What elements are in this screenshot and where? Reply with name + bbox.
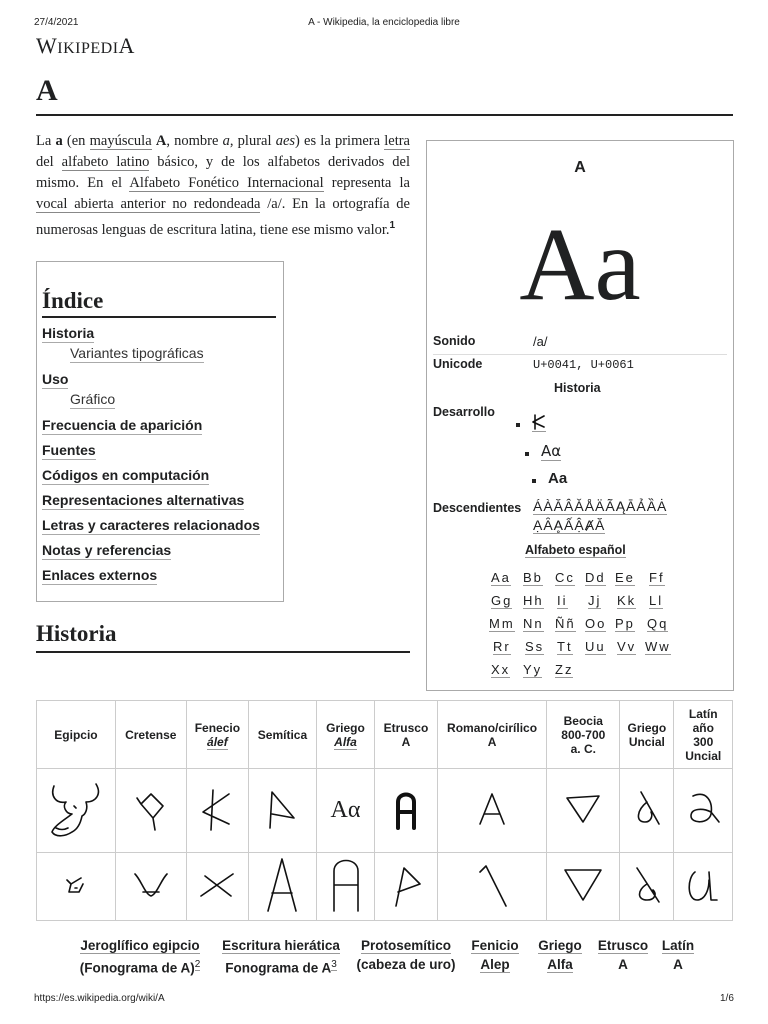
bullet-1 [516,423,520,427]
hieratic-ox-icon [131,860,171,910]
letter-hh[interactable]: Hh [523,593,544,608]
infobox-caption: A [574,159,586,176]
link-alfa[interactable]: Alfa [334,734,357,749]
infobox [426,140,734,691]
letter-ii[interactable]: Ii [557,593,568,608]
toc-heading: Índice [42,288,276,318]
logo-mid: IKIPEDI [57,40,119,57]
greek-arch-a-icon [326,855,366,915]
cretense-a-icon [131,784,171,834]
cretense-glyph-2 [115,853,186,921]
letter-pp[interactable]: Pp [615,616,635,631]
etrusco-glyph-2 [375,853,438,921]
letter-dd[interactable]: Dd [585,570,606,585]
romano-a-icon [472,784,512,834]
link-vocal[interactable]: vocal abierta anterior no redondeada [36,196,261,212]
letter-qq[interactable]: Qq [647,616,669,631]
label-hieratica: Escritura hierática Fonograma de $A^3$ [222,938,340,976]
infobox-glyph: Aa [519,207,641,322]
letter-ll[interactable]: Ll [649,593,664,608]
history-glyph-row-1 [37,769,733,853]
egipcio-ox-head [37,769,116,853]
historia-label: Historia [554,381,601,395]
letter-vv[interactable]: Vv [617,639,637,654]
th-cretense: Cretense [115,701,186,769]
th-etrusco: Etrusco A [375,701,438,769]
label-fenicio: Fenicio Alep [471,938,519,972]
fenecio-glyph-2 [186,853,249,921]
ox-head-icon [46,778,106,840]
small-ox-icon [61,870,91,900]
print-date: 27/4/2021 [34,17,79,28]
beocia-glyph [547,769,620,853]
egipcio-small-glyph [37,853,116,921]
unicode-label: Unicode [433,357,483,371]
section-heading-historia: Historia [36,621,117,646]
section-rule [36,651,410,653]
alfabeto-row-5 [491,662,681,685]
unicode-value: U+0041, U+0061 [533,358,634,372]
sonido-value: /a/ [533,334,548,349]
wikipedia-logo[interactable] [36,33,135,59]
history-header-row [37,701,733,769]
griego-uncial-a-icon [627,784,667,834]
uncial-a-2-icon [627,860,667,910]
protosinaitic-icon [197,860,237,910]
alfabeto-grid [491,570,681,685]
toc-sub-variantes[interactable]: Variantes tipográficas [70,345,204,361]
alfabeto-row-3 [491,616,681,639]
letter-gg[interactable]: Gg [491,593,513,608]
toc-item-enlaces[interactable]: Enlaces externos [42,567,158,583]
letter-nn[interactable]: Nn [523,616,544,631]
letter-aa[interactable]: Aa [491,570,511,585]
toc-item-codigos[interactable]: Códigos en computación [42,467,210,483]
th-latin: Latín año 300 Uncial [674,701,733,769]
letter-zz[interactable]: Zz [555,662,574,677]
semitica-glyph-2 [249,853,317,921]
latin-uncial-a-icon [683,784,723,834]
alfabeto-row-2 [491,593,681,616]
letter-tt[interactable]: Tt [557,639,573,654]
beocia-triangle-icon [561,860,605,910]
griego-uncial-glyph-2 [620,853,674,921]
alfabeto-row-4 [491,639,681,662]
bullet-3 [532,479,536,483]
intro-paragraph: La a (en mayúscula A, nombre a, plural aes) es la primera letra del alfabeto latino básico, y de los alfabetos derivados del mismo. En el Alfabeto Fonético Internacional representa la vocal abierta anterior no redondeada /a/. En la ortografía de numerosas lenguas de escritura latina, tiene ese mismo valor.$^1$ [36,133,410,238]
fenecio-aleph-icon [197,784,237,834]
descendientes-line-2[interactable]: ẠȂḀẤẬȺĂ [533,517,606,533]
label-jeroglifico: Jeroglífico egipcio (Fonograma de A)$^2$ [79,938,201,976]
print-page-count: 1/6 [720,993,734,1004]
label-griego: Griego Alfa [538,938,582,972]
th-griego: Griego Alfa [316,701,374,769]
letter-yy[interactable]: Yy [523,662,543,677]
toc-item-fuentes[interactable]: Fuentes [42,442,96,458]
toc-item-letras[interactable]: Letras y caracteres relacionados [42,517,260,533]
descendientes-label: Descendientes [433,501,522,515]
bullet-2 [525,452,529,456]
etrusco-glyph [375,769,438,853]
th-griego-uncial: Griego Uncial [620,701,674,769]
desarrollo-label: Desarrollo [433,405,495,419]
latin-a-2-icon [683,860,723,910]
cretense-glyph [115,769,186,853]
alfabeto-espanol-link[interactable]: Alfabeto español [525,543,626,557]
semitica-a-icon [262,784,302,834]
toc-sub-grafico[interactable]: Gráfico [70,391,116,407]
roman-slant-icon [472,860,512,910]
etrusco-a-icon [386,784,426,834]
logo-a: A [118,33,135,58]
beocia-a-icon [563,784,603,834]
print-page-title: A - Wikipedia, la enciclopedia libre [308,17,460,28]
letter-ww[interactable]: Ww [645,639,671,654]
link-letra[interactable]: letra [384,133,410,149]
phoenician-aleph-icon [532,413,546,431]
link-alef[interactable]: álef [207,734,228,749]
fenecio-glyph [186,769,249,853]
letter-rr[interactable]: Rr [493,639,511,654]
th-egipcio: Egipcio [37,701,116,769]
print-url: https://es.wikipedia.org/wiki/A [34,993,165,1004]
letter-uu[interactable]: Uu [585,639,606,654]
alfabeto-row-1 [491,570,681,593]
sonido-label: Sonido [433,334,476,348]
letter-xx[interactable]: Xx [491,662,511,677]
toc-item-representaciones[interactable]: Representaciones alternativas [42,492,245,508]
toc-list [42,324,260,591]
letter-jj[interactable]: Jj [588,593,602,608]
semitica-glyph [249,769,317,853]
desarrollo-greek[interactable]: Aα [541,442,562,460]
letter-ee[interactable]: Ee [615,570,635,585]
phoenician-aleph-link[interactable] [532,413,546,432]
romano-glyph [437,769,547,853]
toc-item-notas[interactable]: Notas y referencias [42,542,172,558]
letter-cc[interactable]: Cc [555,570,575,585]
letter-oo[interactable]: Oo [585,616,607,631]
toc-item-uso[interactable]: Uso [42,371,69,387]
sonido-divider [433,354,727,355]
link-alfabeto-latino[interactable]: alfabeto latino [61,154,150,170]
ref-3[interactable]: 3 [331,959,337,970]
th-fenecio: Fenecio álef [186,701,249,769]
griego-uncial-glyph [620,769,674,853]
history-table [36,700,733,921]
table-of-contents [36,261,284,602]
th-semitica: Semítica [249,701,317,769]
latin-glyph-2 [674,853,733,921]
label-protosemitico: Protosemítico (cabeza de uro) [356,938,456,972]
letter-bb[interactable]: Bb [523,570,543,585]
etruscan-flag-a-icon [386,860,426,910]
th-romano: Romano/cirílico A [437,701,547,769]
romano-glyph-2 [437,853,547,921]
letter-mm[interactable]: Mm [489,616,515,631]
beocia-glyph-2 [547,853,620,921]
toc-item-historia[interactable]: Historia [42,325,95,341]
descendientes-line-1[interactable]: ÁÀĂÂǍÅÄÃĄĀẢȀȦ [533,498,668,514]
page-title: A [36,74,58,107]
title-rule [36,114,733,116]
ref-2[interactable]: 2 [194,959,201,970]
th-beocia: Beocia 800-700 a. C. [547,701,620,769]
history-glyph-row-2 [37,853,733,921]
latin-glyph [674,769,733,853]
link-afi[interactable]: Alfabeto Fonético Internacional [129,175,324,191]
logo-w: W [36,33,58,58]
letter-ff[interactable]: Ff [649,570,665,585]
link-mayuscula[interactable]: mayúscula [89,133,152,149]
letter-enie[interactable]: Ññ [555,616,576,631]
ref-1[interactable]: 1 [389,220,396,231]
toc-item-frecuencia[interactable]: Frecuencia de aparición [42,417,203,433]
label-latin: Latín A [661,938,695,972]
semitic-big-a-icon [262,855,302,915]
label-etrusco: Etrusco A [597,938,649,972]
griego-glyph-2 [316,853,374,921]
griego-glyph: Aα [316,769,374,853]
letter-ss[interactable]: Ss [525,639,545,654]
desarrollo-latin: Aa [548,470,568,487]
letter-kk[interactable]: Kk [617,593,637,608]
